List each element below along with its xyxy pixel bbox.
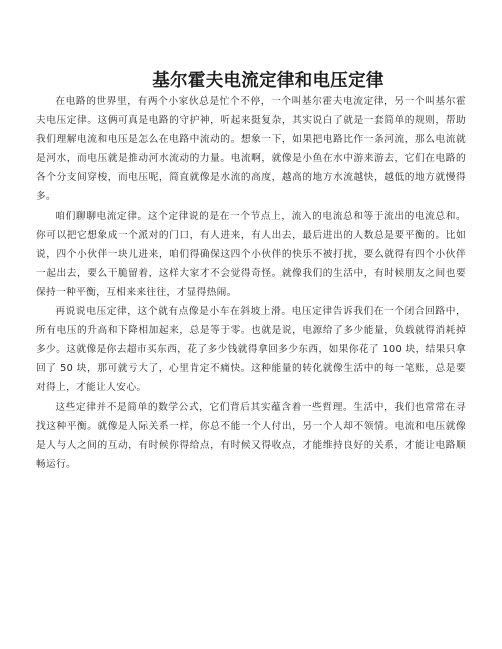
paragraph-3: 再说说电压定律，这个就有点像是小车在斜坡上滑。电压定律告诉我们在一个闭合回路中，所有电压的升高和下降相加起来，总是等于零。也就是说，电源给了多少能量，负载就得消耗掉多少。这就像是你去超市买东西，花了多少钱就得拿回多少东西，如果你花了 100 块，结果只拿回了 50 块，那可就亏大了，心里肯定不痛快。这种能量的转化就像生活中的每一笔账，总是要对得上，才能让人安心。 — [36, 306, 466, 394]
paragraph-2: 咱们聊聊电流定律。这个定律说的是在一个节点上，流入的电流总和等于流出的电流总和。你可以把它想象成一个派对的门口，有人进来，有人出去，最后进出的人数总是要平衡的。比如说，四个小伙伴一块儿进来，咱们得确保这四个小伙伴的快乐不被打扰，要么就得有四个小伙伴一起出去，要么干脆留着，这样大家才不会觉得奇怪。就像我们的生活中，有时候朋友之间也要保持一种平衡，互相来来往往，才显得热闹。 — [36, 210, 466, 298]
document-title: 基尔霍夫电流定律和电压定律 — [152, 70, 384, 91]
document-body — [36, 92, 466, 474]
paragraph-4: 这些定律并不是简单的数学公式，它们背后其实蕴含着一些哲理。生活中，我们也常常在寻找这种平衡。就像是人际关系一样，你总不能一个人付出，另一个人却不领情。电流和电压就像是人与人之间的互动，有时候你得给点，有时候又得收点，才能维持良好的关系，才能让电路顺畅运行。 — [36, 401, 466, 470]
paragraph-1: 在电路的世界里，有两个小家伙总是忙个不停，一个叫基尔霍夫电流定律，另一个叫基尔霍夫电压定律。这俩可真是电路的守护神，听起来挺复杂，其实说白了就是一套简单的规则，帮助我们理解电流和电压是怎么在电路中流动的。想象一下，如果把电路比作一条河流，那么电流就是河水，而电压就是推动河水流动的力量。电流啊，就像是小鱼在水中游来游去，它们在电路的各个分支间穿梭，而电压呢，简直就像是水流的高度，越高的地方水流越快，越低的地方就慢得多。 — [36, 96, 466, 203]
